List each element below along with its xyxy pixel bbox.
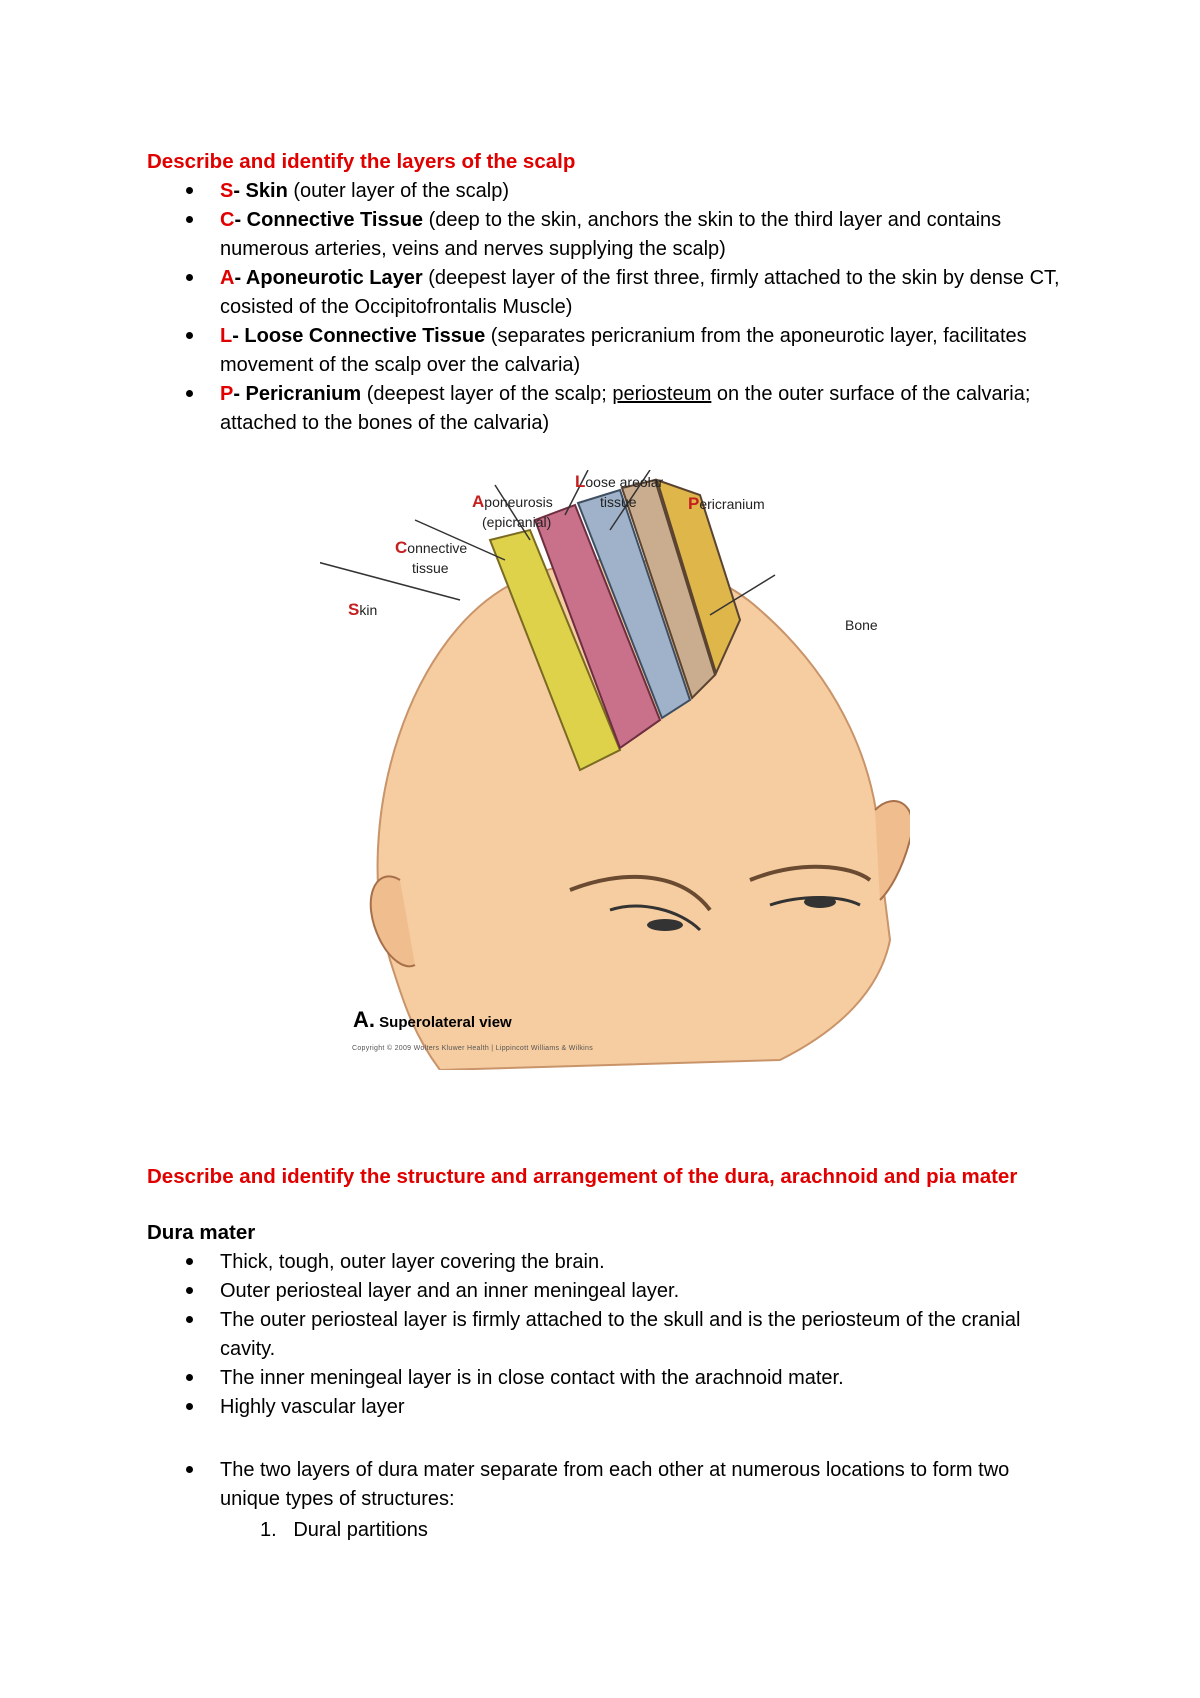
section-heading-meninges: Describe and identify the structure and arrangement of the dura, arachnoid and pia mater	[147, 1165, 1018, 1188]
figure-copyright: Copyright © 2009 Wolters Kluwer Health | Lippincott Williams & Wilkins	[352, 1045, 594, 1052]
list-item: Outer periosteal layer and an inner meningeal layer.	[0, 1277, 1060, 1306]
list-item: The inner meningeal layer is in close contact with the arachnoid mater.	[0, 1364, 1060, 1393]
periosteum-link: periosteum	[612, 383, 712, 405]
list-item: 1. Dural partitions	[260, 1519, 428, 1541]
dura-mater-list	[0, 1248, 1200, 1422]
aponeurosis-label: Aponeurosis	[472, 492, 553, 511]
list-item: S- Skin (outer layer of the scalp)	[0, 177, 1060, 206]
list-item: L- Loose Connective Tissue (separates pericranium from the aponeurotic layer, facilitates movement of the scalp over the calvaria)	[0, 322, 1060, 380]
list-item: A- Aponeurotic Layer (deepest layer of the first three, firmly attached to the skin by dense CT, cosisted of the Occipitofrontalis Muscle)	[0, 264, 1060, 322]
subheading-dura-mater: Dura mater	[147, 1221, 256, 1244]
figure-caption: A. Superolateral view	[353, 1007, 512, 1032]
list-item: The two layers of dura mater separate from each other at numerous locations to form two unique types of structures:	[0, 1456, 1060, 1514]
section-heading-scalp: Describe and identify the layers of the scalp	[147, 150, 576, 173]
loose-areolar-label: Loose areolar	[575, 472, 664, 491]
list-item: P- Pericranium (deepest layer of the scalp; periosteum on the outer surface of the calvaria; attached to the bones of the calvaria)	[0, 380, 1060, 438]
connective-label: Connective	[395, 538, 468, 557]
aponeurosis-label-2: (epicranial)	[482, 514, 552, 530]
dura-mater-list-2	[0, 1456, 1200, 1514]
list-item: C- Connective Tissue (deep to the skin, anchors the skin to the third layer and contains numerous arteries, veins and nerves supplying the scalp)	[0, 206, 1060, 264]
pericranium-label: Pericranium	[688, 494, 765, 513]
bone-label: Bone	[845, 617, 878, 633]
connective-label-2: tissue	[412, 560, 449, 576]
numbered-list	[260, 1516, 428, 1545]
list-item: The outer periosteal layer is firmly attached to the skull and is the periosteum of the cranial cavity.	[0, 1306, 1060, 1364]
list-item: Highly vascular layer	[0, 1393, 1060, 1422]
loose-areolar-label-2: tissue	[600, 494, 637, 510]
skin-label: Skin	[348, 600, 378, 619]
list-item: Thick, tough, outer layer covering the brain.	[0, 1248, 1060, 1277]
